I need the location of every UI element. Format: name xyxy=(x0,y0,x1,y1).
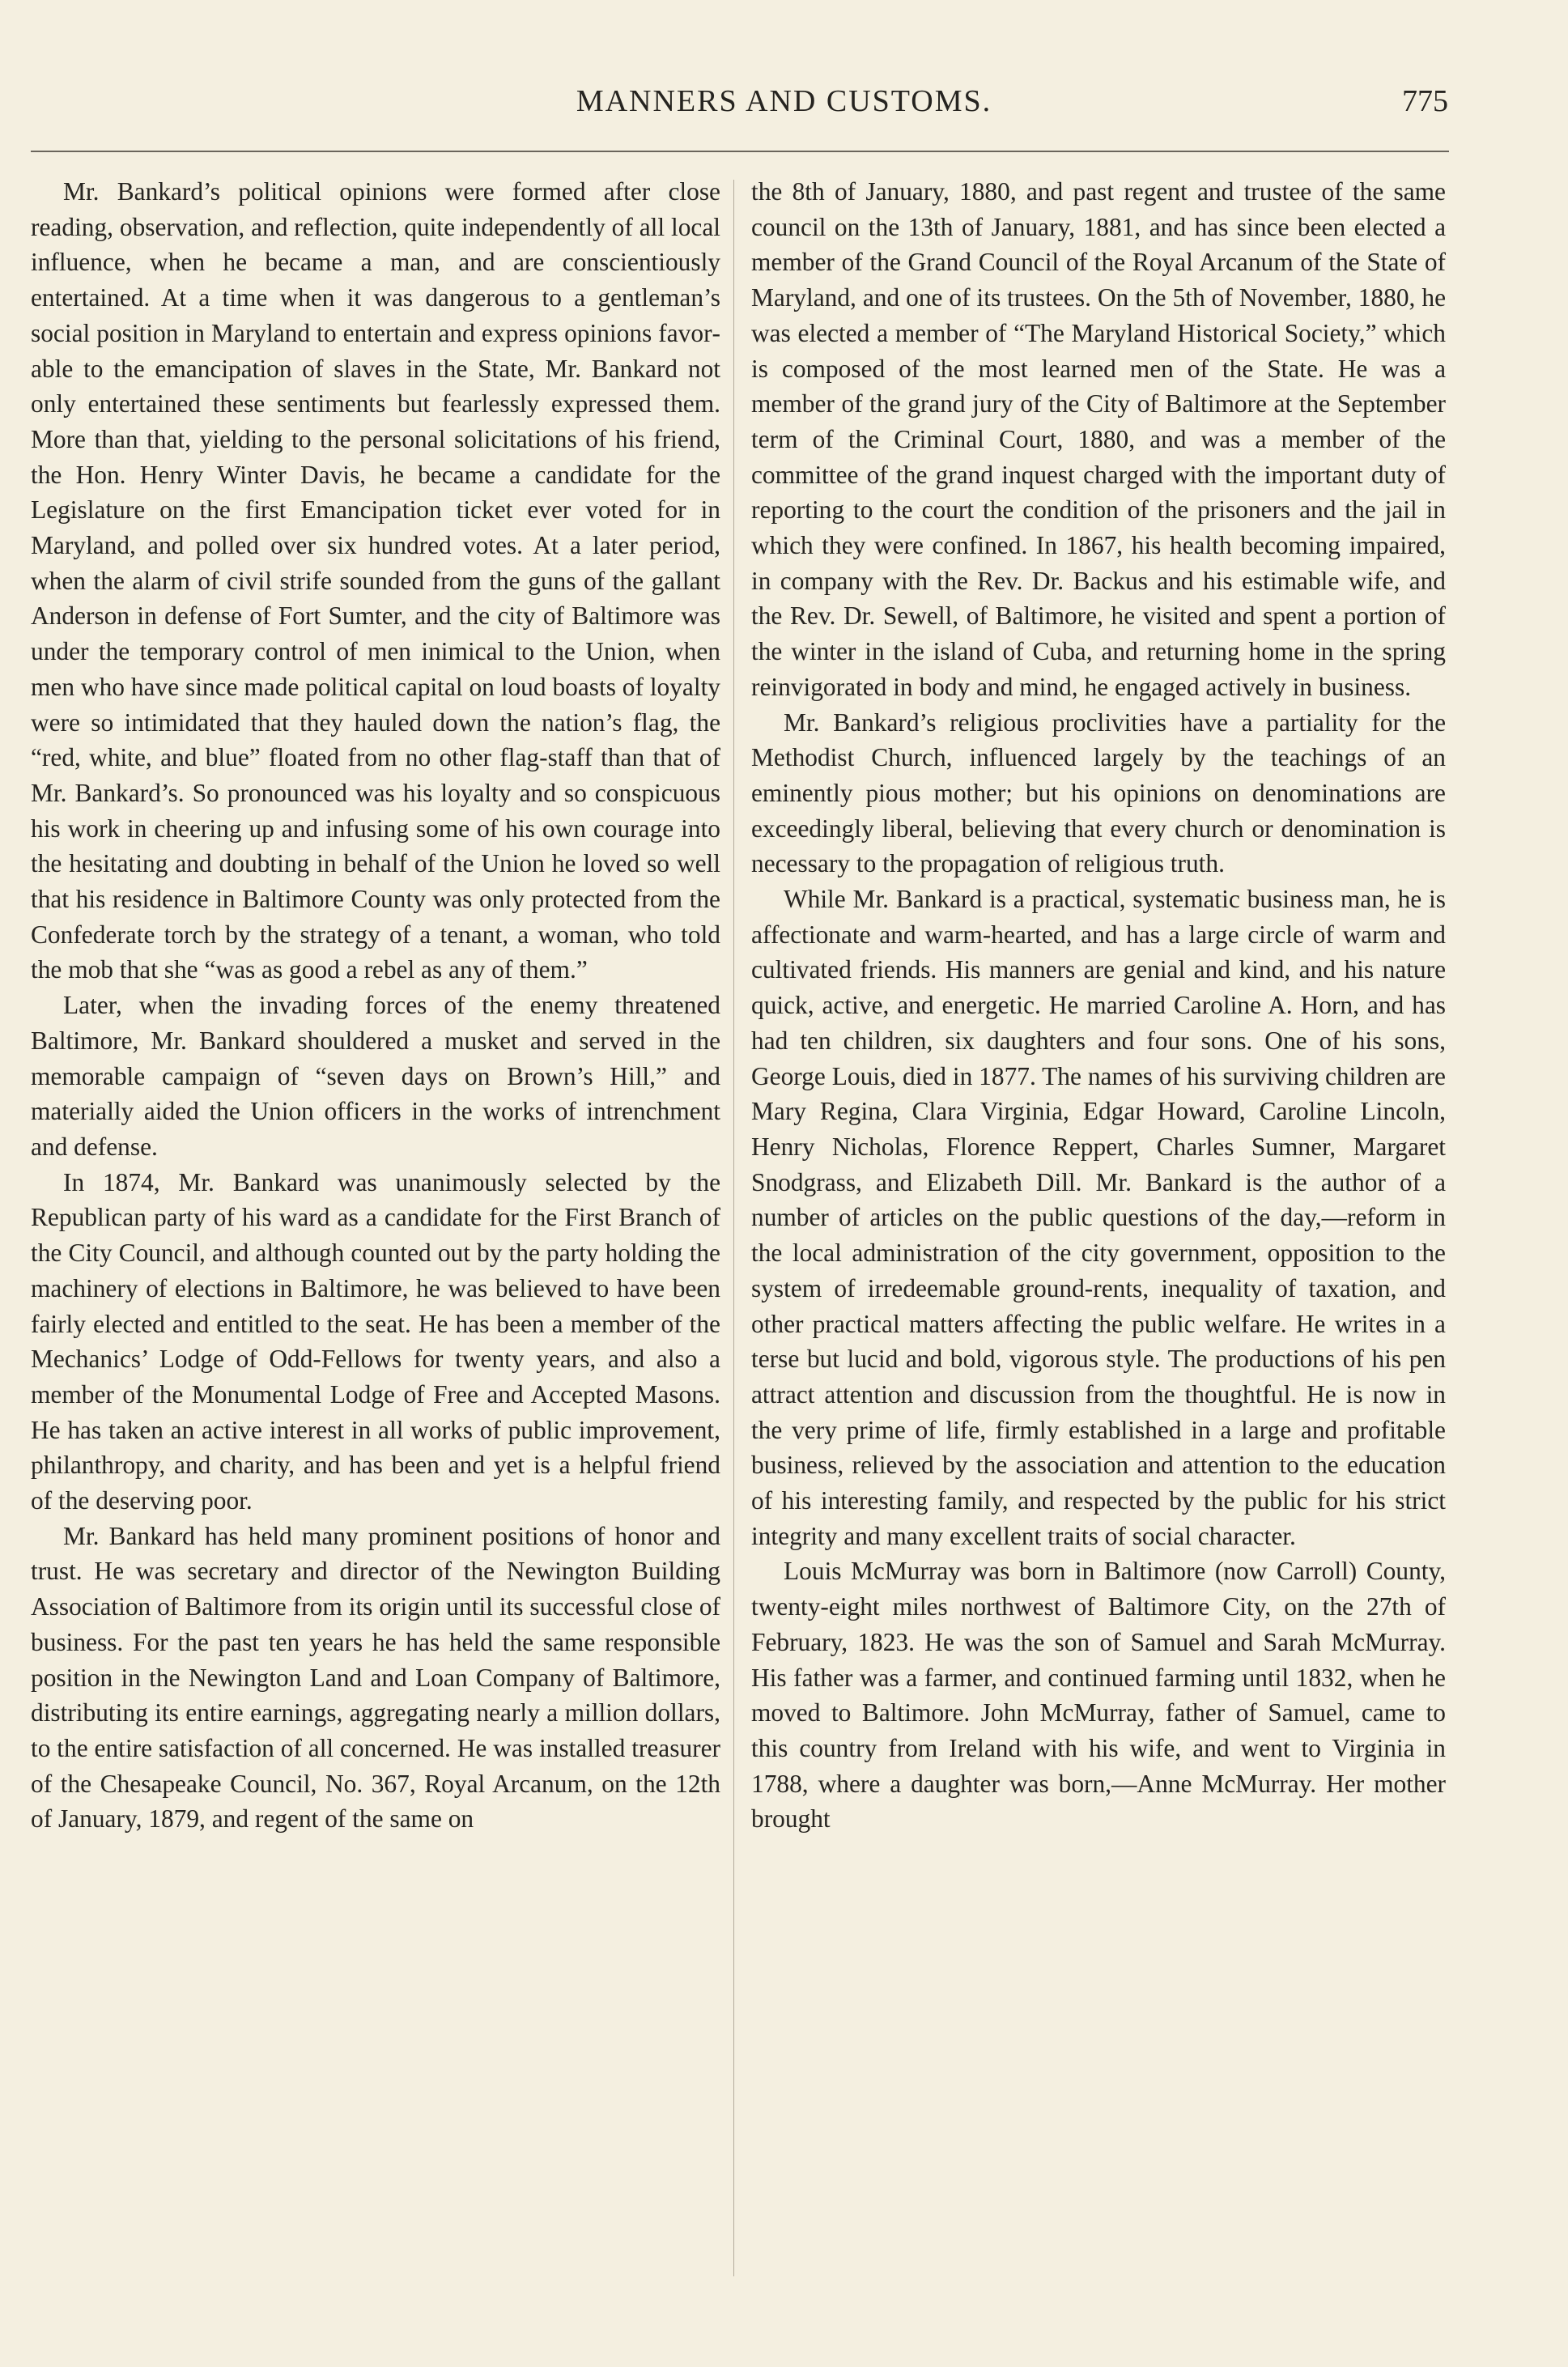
paragraph: Mr. Bankard has held many prominent positions of honor and trust. He was secretary and director of the Newington Building Association of Baltimore from its origin until its successful close of business. For the past ten years he has held the same responsible position in the Newington Land and Loan Company of Baltimore, distributing its entire earnings, aggregating nearly a million dollars, to the entire satisfaction of all concerned. He was installed treasurer of the Chesapeake Council, No. 367, Royal Arcanum, on the 12th of January, 1879, and regent of the same on xyxy=(31,1521,720,1834)
column-divider xyxy=(733,180,734,2276)
left-column xyxy=(31,174,720,1837)
page-number: 775 xyxy=(1402,84,1448,118)
paragraph: In 1874, Mr. Bankard was unanimously selected by the Republican party of his ward as a candidate for the First Branch of the City Council, and although counted out by the party holding the machinery of elections in Baltimore, he was believed to have been fairly elected and entitled to the seat. He has been a member of the Mechanics’ Lodge of Odd-Fellows for twenty years, and also a member of the Monumental Lodge of Free and Accepted Masons. He has taken an active interest in all works of public improvement, philanthropy, and charity, and has been and yet is a helpful friend of the deserving poor. xyxy=(31,1167,720,1515)
page-header xyxy=(0,81,1568,146)
paragraph: the 8th of January, 1880, and past regent and trustee of the same council on the 13th of January, 1881, and has since been elected a member of the Grand Council of the Royal Arcanum of the State of Maryland, and one of its trustees. On the 5th of November, 1880, he was elected a member of “The Maryland Historical Society,” which is composed of the most learned men of the State. He was a member of the grand jury of the City of Baltimore at the September term of the Criminal Court, 1880, and was a member of the committee of the grand inquest charged with the important duty of reporting to the court the condition of the prisoners and the jail in which they were confined. In 1867, his health becoming impaired, in company with the Rev. Dr. Backus and his estimable wife, and the Rev. Dr. Sewell, of Baltimore, he visited and spent a portion of the winter in the island of Cuba, and returning home in the spring reinvigorated in body and mind, he engaged actively in business. xyxy=(751,177,1446,701)
right-column xyxy=(751,174,1446,1837)
header-rule xyxy=(31,151,1449,152)
paragraph: Mr. Bankard’s political opinions were formed after close reading, observation, and reflection, quite independently of all local influence, when he became a man, and are conscientiously entertained. At a time when it was dangerous to a gentleman’s social position in Maryland to entertain and express opinions favorable to the emancipation of slaves in the State, Mr. Bankard not only entertained these sentiments but fearlessly expressed them. More than that, yielding to the personal solicitations of his friend, the Hon. Henry Winter Davis, he became a candidate for the Legislature on the first Emancipation ticket ever voted for in Maryland, and polled over six hundred votes. At a later period, when the alarm of civil strife sounded from the guns of the gallant Anderson in defense of Fort Sumter, and the city of Baltimore was under the temporary control of men inimical to the Union, when men who have since made political capital on loud boasts of loyalty were so intimidated that they hauled down the nation’s flag, the “red, white, and blue” floated from no other flag-staff than that of Mr. Bankard’s. So pronounced was his loyalty and so conspicuous his work in cheering up and infusing some of his own courage into the hesitating and doubting in behalf of the Union he loved so well that his residence in Baltimore County was only protected from the Confederate torch by the strategy of a tenant, a woman, who told the mob that she “was as good a rebel as any of them.” xyxy=(31,177,720,984)
running-head: MANNERS AND CUSTOMS. xyxy=(576,84,992,118)
paragraph: While Mr. Bankard is a practical, systematic business man, he is affectionate and warm-hearted, and has a large circle of warm and cultivated friends. His manners are genial and kind, and his nature quick, active, and energetic. He married Caroline A. Horn, and has had ten children, six daughters and four sons. One of his sons, George Louis, died in 1877. The names of his surviving children are Mary Regina, Clara Virginia, Edgar Howard, Caroline Lincoln, Henry Nicholas, Florence Reppert, Charles Sumner, Margaret Snodgrass, and Elizabeth Dill. Mr. Bankard is the author of a number of articles on the public questions of the day,—reform in the local administration of the city government, opposition to the system of irredeemable ground-rents, inequality of taxation, and other practical matters affecting the public welfare. He writes in a terse but lucid and bold, vigorous style. The productions of his pen attract attention and discussion from the thoughtful. He is now in the very prime of life, firmly established in a large and profitable business, relieved by the association and attention to the education of his interesting family, and respected by the public for his strict integrity and many excellent traits of social character. xyxy=(751,885,1446,1550)
paragraph: Louis McMurray was born in Baltimore (now Carroll) County, twenty-eight miles northwest of Baltimore City, on the 27th of February, 1823. He was the son of Samuel and Sarah McMurray. His father was a farmer, and continued farming until 1832, when he moved to Baltimore. John McMurray, father of Samuel, came to this country from Ireland with his wife, and went to Virginia in 1788, where a daughter was born,—Anne McMurray. Her mother brought xyxy=(751,1557,1446,1834)
paragraph: Later, when the invading forces of the enemy threatened Baltimore, Mr. Bankard shouldered a musket and served in the memorable campaign of “seven days on Brown’s Hill,” and materially aided the Union officers in the works of intrenchment and defense. xyxy=(31,991,720,1161)
paragraph: Mr. Bankard’s religious proclivities have a partiality for the Methodist Church, influenced largely by the teachings of an eminently pious mother; but his opinions on denominations are exceedingly liberal, believing that every church or denomination is necessary to the propagation of religious truth. xyxy=(751,708,1446,878)
